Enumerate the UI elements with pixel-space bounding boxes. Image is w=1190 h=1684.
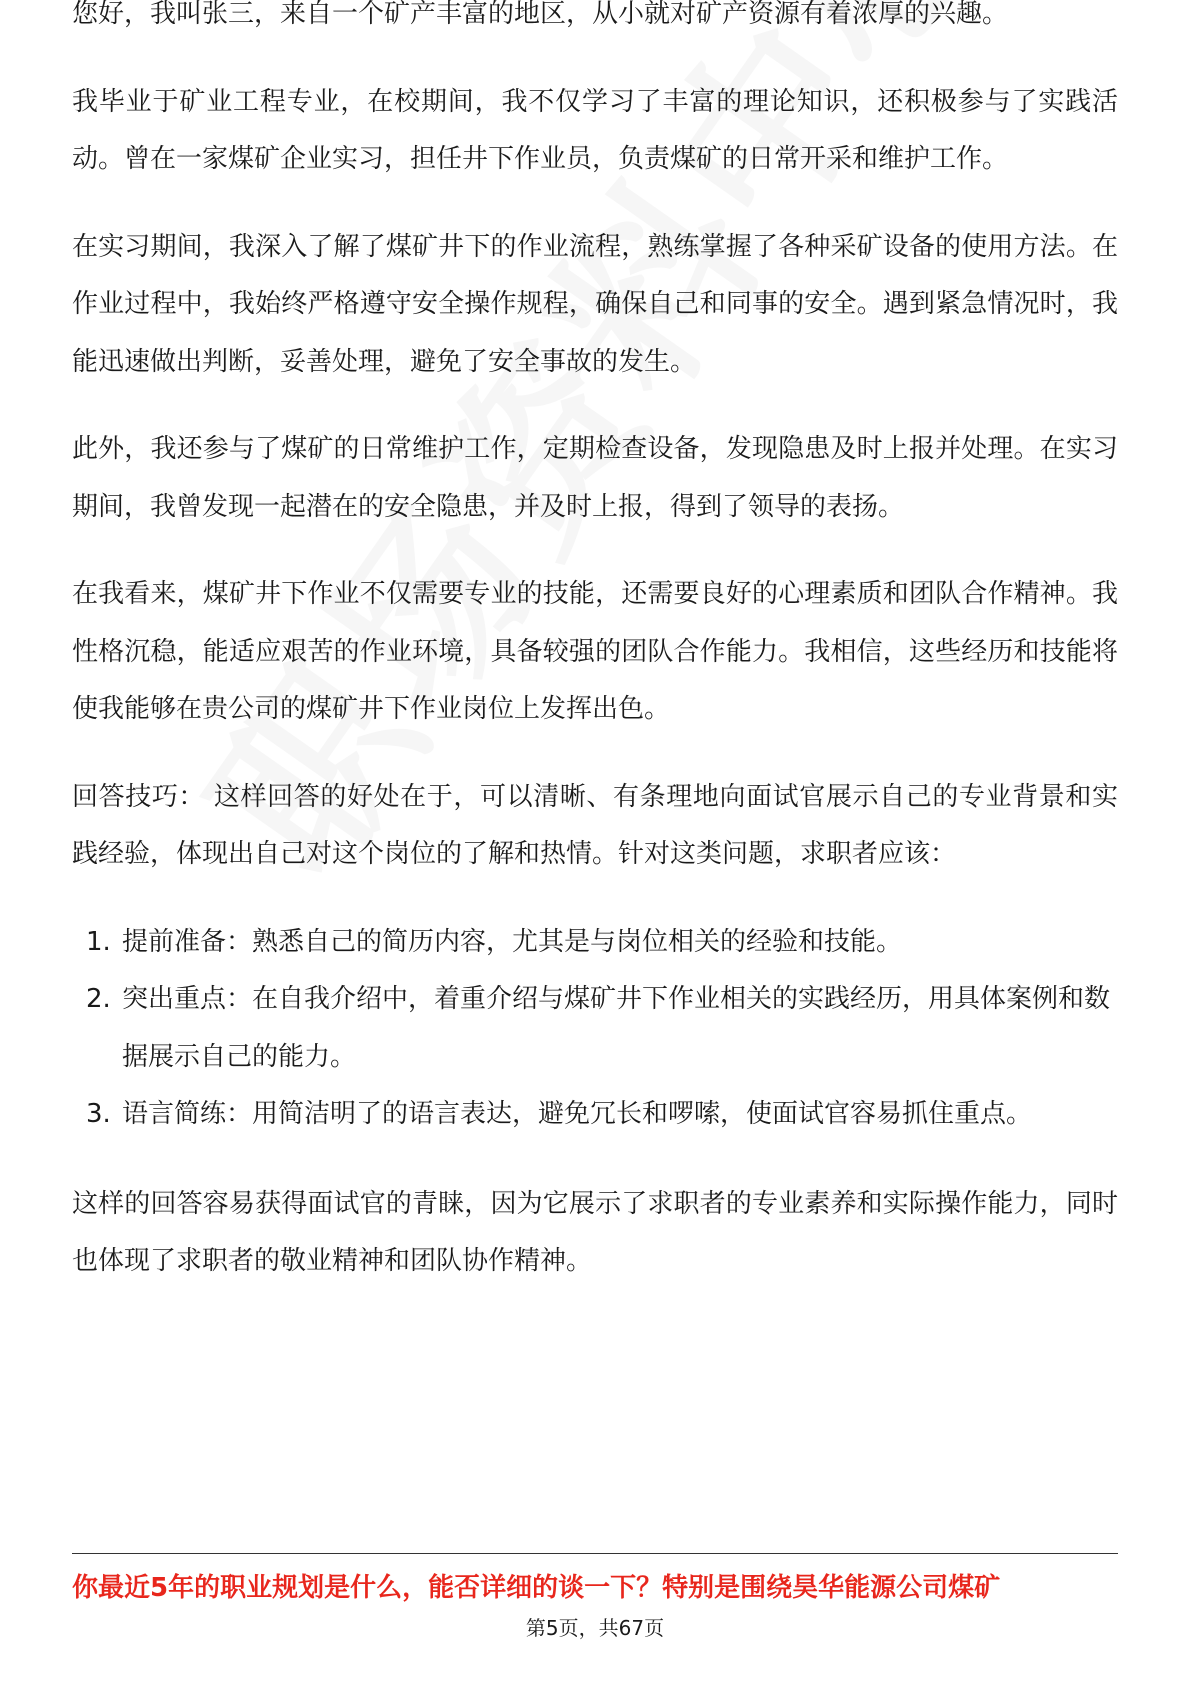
list-item: [72, 971, 1118, 1086]
paragraph-qualities: 在我看来，煤矿井下作业不仅需要专业的技能，还需要良好的心理素质和团队合作精神。我性格沉稳，能适应艰苦的作业环境，具备较强的团队合作能力。我相信，这些经历和技能将使我能够在贵公司的煤矿井下作业岗位上发挥出色。: [72, 579, 1118, 724]
divider: [72, 1553, 1118, 1554]
list-item: [72, 914, 1118, 972]
list-item-text: 提前准备：熟悉自己的简历内容，尤其是与岗位相关的经验和技能。: [122, 926, 903, 957]
paragraph-intro: 您好，我叫张三，来自一个矿产丰富的地区，从小就对矿产资源有着浓厚的兴趣。: [72, 0, 1009, 29]
list-item: [72, 1086, 1118, 1144]
tips-list: [72, 914, 1118, 1144]
list-item-text: 语言简练：用简洁明了的语言表达，避免冗长和啰嗦，使面试官容易抓住重点。: [122, 1099, 1033, 1129]
paragraph-answer-tips: 回答技巧： 这样回答的好处在于，可以清晰、有条理地向面试官展示自己的专业背景和实践经验，体现出自己对这个岗位的了解和热情。针对这类问题，求职者应该：: [72, 781, 1118, 869]
paragraph-maintenance: 此外，我还参与了煤矿的日常维护工作，定期检查设备，发现隐患及时上报并处理。在实习期间，我曾发现一起潜在的安全隐患，并及时上报，得到了领导的表扬。: [72, 434, 1118, 522]
next-question-heading: 你最近5年的职业规划是什么，能否详细的谈一下？特别是围绕昊华能源公司煤矿: [72, 1573, 1001, 1603]
page-number: 第5页，共67页: [525, 1616, 665, 1640]
list-item-text: 突出重点：在自我介绍中，着重介绍与煤矿井下作业相关的实践经历，用具体案例和数据展示自己的能力。: [122, 984, 1111, 1072]
paragraph-closing: 这样的回答容易获得面试官的青睐，因为它展示了求职者的专业素养和实际操作能力，同时也体现了求职者的敬业精神和团队协作精神。: [72, 1188, 1118, 1276]
paragraph-education: 我毕业于矿业工程专业，在校期间，我不仅学习了丰富的理论知识，还积极参与了实践活动。曾在一家煤矿企业实习，担任井下作业员，负责煤矿的日常开采和维护工作。: [72, 86, 1118, 174]
list-item-number: 2.: [86, 984, 111, 1014]
paragraph-internship: 在实习期间，我深入了解了煤矿井下的作业流程，熟练掌握了各种采矿设备的使用方法。在作业过程中，我始终严格遵守安全操作规程，确保自己和同事的安全。遇到紧急情况时，我能迅速做出判断，妥善处理，避免了安全事故的发生。: [72, 231, 1118, 377]
list-item-number: 3.: [86, 1099, 111, 1129]
list-item-number: 1.: [86, 926, 111, 957]
answer-content: [72, 0, 1118, 1321]
